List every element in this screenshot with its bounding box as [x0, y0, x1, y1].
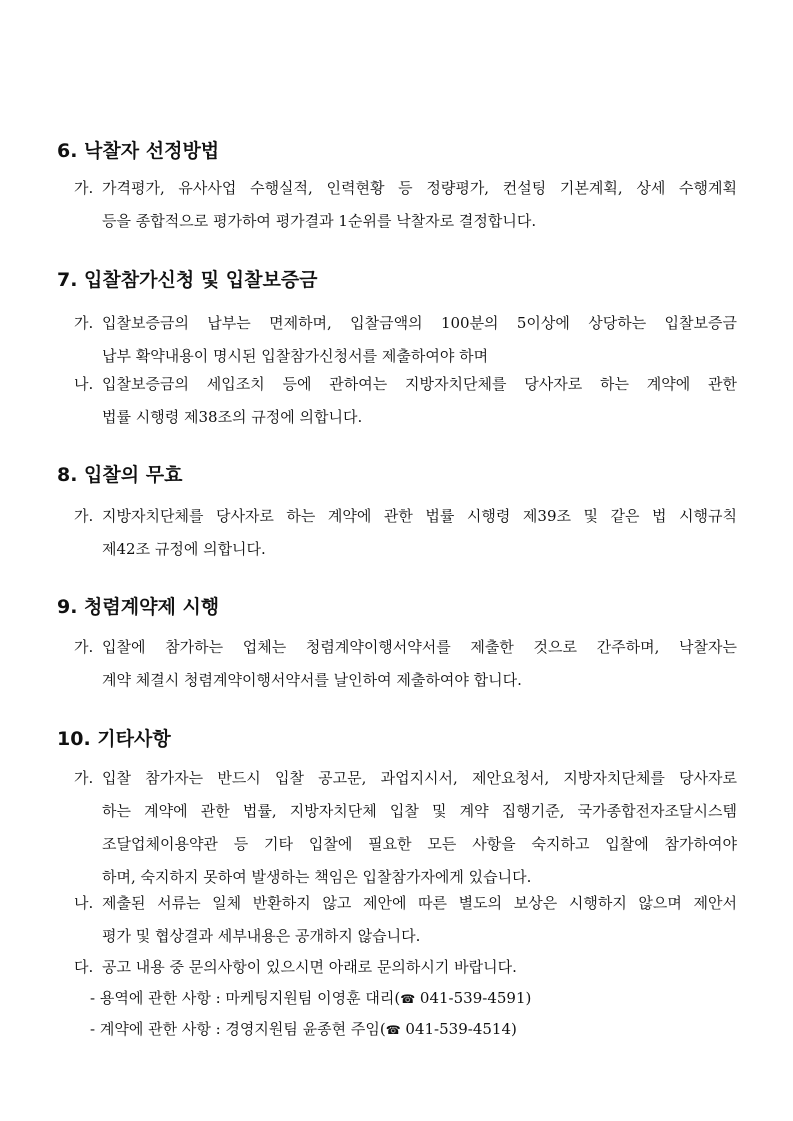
item-line: 입찰에 참가하는 업체는 청렴계약이행서약서를 제출한 것으로 간주하며, 낙찰자는	[102, 638, 737, 656]
item-line: 제출된 서류는 일체 반환하지 않고 제안에 따른 별도의 보상은 시행하지 않으며 제안서	[102, 894, 737, 912]
item-marker: 가.	[74, 507, 94, 525]
item-marker: 가.	[74, 314, 94, 332]
item-marker: 가.	[74, 638, 94, 656]
section-10-item-da	[74, 951, 737, 984]
section-10-item-ga	[74, 762, 737, 894]
item-marker: 다.	[74, 958, 94, 976]
item-line: 하며, 숙지하지 못하여 발생하는 책임은 입찰참가자에게 있습니다.	[102, 868, 532, 886]
item-line: 입찰보증금의 세입조치 등에 관하여는 지방자치단체를 당사자로 하는 계약에 관한	[102, 375, 737, 393]
section-8-item-ga	[74, 500, 737, 566]
contact-contract	[90, 1017, 517, 1042]
item-marker: 가.	[74, 179, 94, 197]
contact-label: - 용역에 관한 사항 : 마케팅지원팀 이영훈 대리(	[90, 989, 401, 1007]
item-line: 지방자치단체를 당사자로 하는 계약에 관한 법률 시행령 제39조 및 같은 법 시행규칙	[102, 507, 737, 525]
item-line: 입찰 참가자는 반드시 입찰 공고문, 과업지시서, 제안요청서, 지방자치단체를 당사자로	[102, 769, 737, 787]
section-6-item-ga	[74, 172, 737, 238]
item-line: 입찰보증금의 납부는 면제하며, 입찰금액의 100분의 5이상에 상당하는 입찰보증금	[102, 314, 737, 332]
item-line: 하는 계약에 관한 법률, 지방자치단체 입찰 및 계약 집행기준, 국가종합전자조달시스템	[102, 802, 737, 820]
section-7-item-ga	[74, 307, 737, 373]
section-7-item-na	[74, 368, 737, 434]
item-line: 법률 시행령 제38조의 규정에 의합니다.	[102, 408, 363, 426]
section-10-item-na	[74, 887, 737, 953]
item-marker: 나.	[74, 375, 94, 393]
section-title-6: 6. 낙찰자 선정방법	[57, 140, 220, 162]
section-9-item-ga	[74, 631, 737, 697]
item-line: 공고 내용 중 문의사항이 있으시면 아래로 문의하시기 바랍니다.	[102, 958, 517, 976]
section-title-8: 8. 입찰의 무효	[57, 464, 183, 486]
item-line: 조달업체이용약관 등 기타 입찰에 필요한 모든 사항을 숙지하고 입찰에 참가하여야	[102, 835, 737, 853]
item-line: 평가 및 협상결과 세부내용은 공개하지 않습니다.	[102, 927, 421, 945]
phone-icon: ☎	[400, 992, 416, 1006]
contact-phone: 041-539-4514)	[405, 1020, 517, 1038]
item-marker: 나.	[74, 894, 94, 912]
phone-icon: ☎	[385, 1023, 401, 1037]
item-line: 가격평가, 유사사업 수행실적, 인력현황 등 정량평가, 컨설팅 기본계획, 상세 수행계획	[102, 179, 737, 197]
item-line: 계약 체결시 청렴계약이행서약서를 날인하여 제출하여야 합니다.	[102, 671, 522, 689]
section-title-7: 7. 입찰참가신청 및 입찰보증금	[57, 269, 318, 291]
section-title-10: 10. 기타사항	[57, 728, 171, 750]
item-line: 납부 확약내용이 명시된 입찰참가신청서를 제출하여야 하며	[102, 347, 489, 365]
contact-service	[90, 986, 531, 1011]
contact-label: - 계약에 관한 사항 : 경영지원팀 윤종현 주임(	[90, 1020, 386, 1038]
item-line: 제42조 규정에 의합니다.	[102, 540, 266, 558]
item-line: 등을 종합적으로 평가하여 평가결과 1순위를 낙찰자로 결정합니다.	[102, 212, 537, 230]
contact-phone: 041-539-4591)	[419, 989, 532, 1007]
item-marker: 가.	[74, 769, 94, 787]
section-title-9: 9. 청렴계약제 시행	[57, 596, 220, 618]
